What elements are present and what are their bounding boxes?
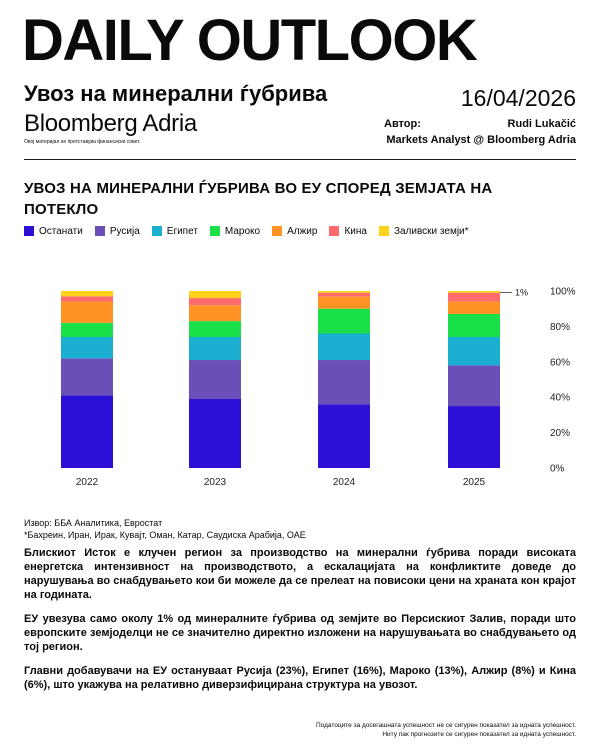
author-role: Markets Analyst @ Bloomberg Adria [386,134,576,146]
legend-item [329,226,367,237]
footnote: *Бахреин, Иран, Ирак, Кувајт, Оман, Катар, Саудиска Арабија, ОАЕ [24,530,306,540]
y-tick-label: 0% [550,463,565,475]
bar-segment [61,302,113,323]
y-tick-label: 40% [550,392,571,404]
footer-disclaimer-1: Податоците за досегашната успешност не се сигурен показател за идната успешност. [316,722,576,729]
banner-title: DAILY OUTLOOK [22,8,477,73]
legend-label: Заливски земји* [393,225,469,237]
bar-segment [448,293,500,302]
bar-segment [189,291,241,298]
legend-swatch [329,226,339,236]
bar-segment [61,358,113,395]
bar-segment [448,406,500,468]
legend-swatch [210,226,220,236]
paragraph-2: ЕУ увезува само околу 1% од минералните ѓубрива од земјите во Персискиот Залив, поради што европските земјоделци не се значително директно изложени на нарушувањата во снабдувањето од тој регион. [24,613,576,653]
bar-segment [61,291,113,296]
legend-item [95,226,140,237]
chart-legend [24,224,481,238]
disclaimer-note: Овој материјал не претставува финансиски совет. [24,139,141,145]
legend-swatch [272,226,282,236]
legend-item [210,226,260,237]
y-tick-label: 100% [550,286,576,298]
legend-item [272,226,317,237]
x-tick-label: 2023 [203,477,227,488]
source-note: Извор: ББА Аналитика, Евростат [24,518,163,528]
legend-label: Останати [39,225,83,237]
bar-segment [448,291,500,293]
bar-segment [318,333,370,360]
bar-segment [318,296,370,308]
legend-swatch [95,226,105,236]
chart-title: УВОЗ НА МИНЕРАЛНИ ЃУБРИВА ВО ЕУ СПОРЕД ЗЕМЈАТА НА ПОТЕКЛО [24,180,493,218]
x-tick-label: 2022 [75,477,99,488]
legend-item [379,226,469,237]
legend-label: Египет [166,225,198,237]
stacked-bar-chart [24,280,576,495]
bar-segment [61,395,113,468]
brand-logo: Bloomberg Adria [24,110,197,137]
legend-swatch [379,226,389,236]
legend-swatch [24,226,34,236]
bar-segment [318,360,370,404]
bar-segment [318,309,370,334]
bar-segment [189,360,241,399]
author-name: Rudi Lukačić [507,118,576,130]
divider-top [24,159,576,160]
legend-label: Русија [109,225,140,237]
bar-segment [448,365,500,406]
page-subtitle: Увоз на минерални ѓубрива [24,81,328,106]
bar-segment [61,337,113,358]
legend-label: Алжир [287,225,318,237]
legend-label: Кина [344,225,367,237]
bar-segment [318,404,370,468]
legend-item [152,226,198,237]
bar-segment [189,337,241,360]
footer-disclaimer-2: Ниту пак прогнозите се сигурен показател за идната успешност. [382,731,576,738]
paragraph-1: Блискиот Исток е клучен регион за производство на минерални ѓубрива поради високата енергетска интензивност на производството, а ескалацијата на конфликтите доведе до нарушувања во снабдувањето кои би можеле да се прелеат на повисоки цени на храната кон крајот на годината. [24,547,576,601]
bar-segment [448,314,500,337]
bar-segment [61,296,113,301]
y-tick-label: 20% [550,428,571,440]
bar-segment [448,337,500,365]
legend-item [24,226,83,237]
bar-segment [318,291,370,293]
bar-segment [189,321,241,337]
x-tick-label: 2025 [462,477,486,488]
legend-label: Мароко [224,225,261,237]
author-label: Автор: [384,118,421,130]
report-date: 16/04/2026 [460,85,576,111]
x-tick-label: 2024 [332,477,356,488]
y-tick-label: 60% [550,357,571,369]
bar-segment [189,305,241,321]
bar-segment [61,323,113,337]
y-tick-label: 80% [550,321,571,333]
bar-segment [189,298,241,305]
legend-swatch [152,226,162,236]
bar-segment [189,399,241,468]
paragraph-3: Главни добавувачи на ЕУ остануваат Русија (23%), Египет (16%), Мароко (13%), Алжир (8%) и Кина (6%), што укажува на релативно диверзифицирана структура на увозот. [24,665,576,691]
bar-segment [318,293,370,297]
bar-segment [448,302,500,314]
annotation-label: 1% [515,287,529,298]
